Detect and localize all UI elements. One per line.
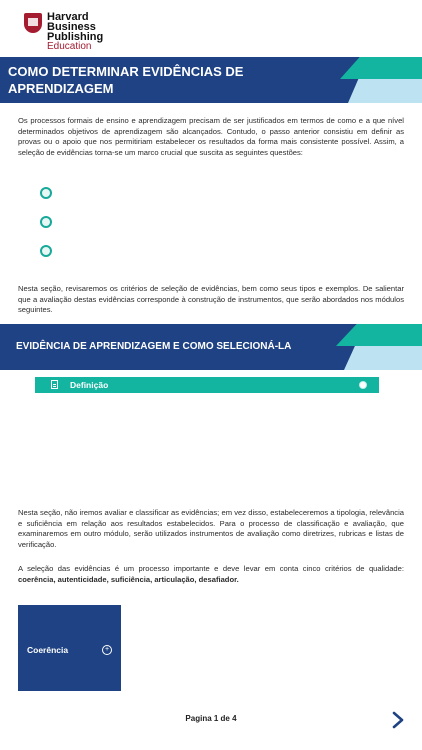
logo-line-3: Publishing bbox=[47, 31, 104, 43]
banner-teal-shape bbox=[336, 324, 422, 346]
intro-paragraph: Os processos formais de ensino e aprendizagem precisam de ser justificados em termos de como e a que nível determinados objetivos de aprendizagem são alcançados. Contudo, o passo anterior consistiu em definir as provas ou o apoio que nos permitiriam estabelecer os resultados da forma mais consistente possível. Assim, a seleção de evidências torna-se um marco crucial que suscita as seguintes questões: bbox=[18, 116, 404, 157]
chevron-right-icon[interactable] bbox=[388, 710, 408, 730]
section-title-2: EVIDÊNCIA DE APRENDIZAGEM E COMO SELECIONÁ-LA bbox=[16, 341, 292, 352]
harvard-logo bbox=[24, 11, 124, 52]
banner-light-shape bbox=[348, 79, 422, 103]
section-banner-1 bbox=[0, 57, 422, 103]
section-title-1: COMO DETERMINAR EVIDÊNCIAS DE APRENDIZAGEM bbox=[8, 64, 244, 96]
question-bullet-1[interactable] bbox=[40, 187, 52, 199]
selection-paragraph: Nesta seção, não iremos avaliar e classificar as evidências; em vez disso, estabeleceremos a tipologia, relevância e suficiência em relação aos resultados estabelecidos. Para o processo de classificação e avaliação, que examinaremos em outro módulo, serão utilizados instrumentos de avaliação como diretrizes, rubricas e listas de verificação. bbox=[18, 508, 404, 549]
banner-light-shape bbox=[344, 346, 422, 370]
page-indicator: Pagina 1 de 4 bbox=[185, 714, 237, 723]
criteria-paragraph bbox=[18, 564, 404, 585]
criteria-list: coerência, autenticidade, suficiência, articulação, desafiador. bbox=[18, 574, 239, 584]
logo-wordmark bbox=[47, 12, 103, 42]
section-banner-2 bbox=[0, 324, 422, 370]
logo-subtitle: Education bbox=[47, 41, 92, 52]
question-bullet-2[interactable] bbox=[40, 216, 52, 228]
banner-teal-shape bbox=[340, 57, 422, 79]
document-icon bbox=[51, 380, 58, 389]
criteria-text: A seleção das evidências é um processo importante e deve levar em conta cinco critérios de qualidade: bbox=[18, 564, 404, 573]
criterion-card-label: Coerência bbox=[27, 645, 69, 655]
question-bullet-3[interactable] bbox=[40, 245, 52, 257]
plus-circle-icon[interactable]: + bbox=[102, 645, 112, 655]
outro-paragraph: Nesta seção, revisaremos os critérios de seleção de evidências, bem como seus tipos e exemplos. De salientar que a avaliação destas evidências corresponde à construção de instrumentos, que serão abordados nos módulos seguintes. bbox=[18, 284, 404, 314]
toggle-icon[interactable] bbox=[359, 381, 367, 389]
logo-line-2: Business bbox=[47, 21, 96, 33]
criterion-card-coerencia[interactable] bbox=[18, 605, 121, 691]
definition-label: Definição bbox=[70, 380, 109, 390]
shield-icon bbox=[24, 13, 42, 33]
definition-accordion[interactable] bbox=[35, 377, 379, 393]
logo-line-1: Harvard bbox=[47, 11, 89, 23]
